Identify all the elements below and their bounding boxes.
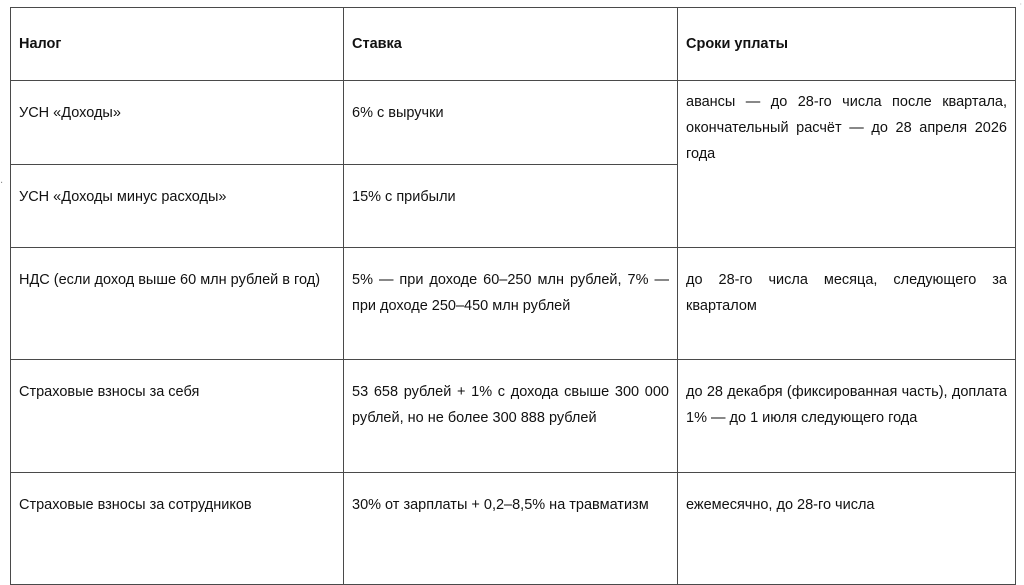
table-row bbox=[11, 473, 1016, 585]
corner-dot: · bbox=[1019, 0, 1022, 9]
cell-deadline: ежемесячно, до 28-го числа bbox=[678, 473, 1016, 585]
cell-rate: 30% от зарплаты + 0,2–8,5% на травматизм bbox=[344, 473, 678, 585]
header-rate: Ставка bbox=[344, 8, 678, 81]
cell-tax: УСН «Доходы» bbox=[11, 81, 344, 165]
cell-tax: Страховые взносы за себя bbox=[11, 360, 344, 473]
header-deadline: Сроки уплаты bbox=[678, 8, 1016, 81]
table-row bbox=[11, 360, 1016, 473]
table-row bbox=[11, 248, 1016, 360]
cell-rate: 53 658 рублей + 1% с дохода свыше 300 000 рублей, но не более 300 888 рублей bbox=[344, 360, 678, 473]
table-row bbox=[11, 81, 1016, 165]
cell-deadline: до 28 декабря (фиксированная часть), доплата 1% — до 1 июля следующего года bbox=[678, 360, 1016, 473]
cell-tax: НДС (если доход выше 60 млн рублей в год) bbox=[11, 248, 344, 360]
cell-tax: Страховые взносы за сотрудников bbox=[11, 473, 344, 585]
header-tax: Налог bbox=[11, 8, 344, 81]
cell-usn-deadline: авансы — до 28-го числа после квартала, окончательный расчёт — до 28 апреля 2026 года bbox=[678, 81, 1016, 248]
cell-rate: 6% с выручки bbox=[344, 81, 678, 165]
cell-tax: УСН «Доходы минус расходы» bbox=[11, 165, 344, 248]
cell-deadline: до 28-го числа месяца, следующего за кварталом bbox=[678, 248, 1016, 360]
table-header-row bbox=[11, 8, 1016, 81]
tax-table bbox=[10, 7, 1016, 585]
edge-marker: · bbox=[0, 178, 4, 189]
cell-rate: 15% с прибыли bbox=[344, 165, 678, 248]
cell-rate: 5% — при доходе 60–250 млн рублей, 7% — при доходе 250–450 млн рублей bbox=[344, 248, 678, 360]
